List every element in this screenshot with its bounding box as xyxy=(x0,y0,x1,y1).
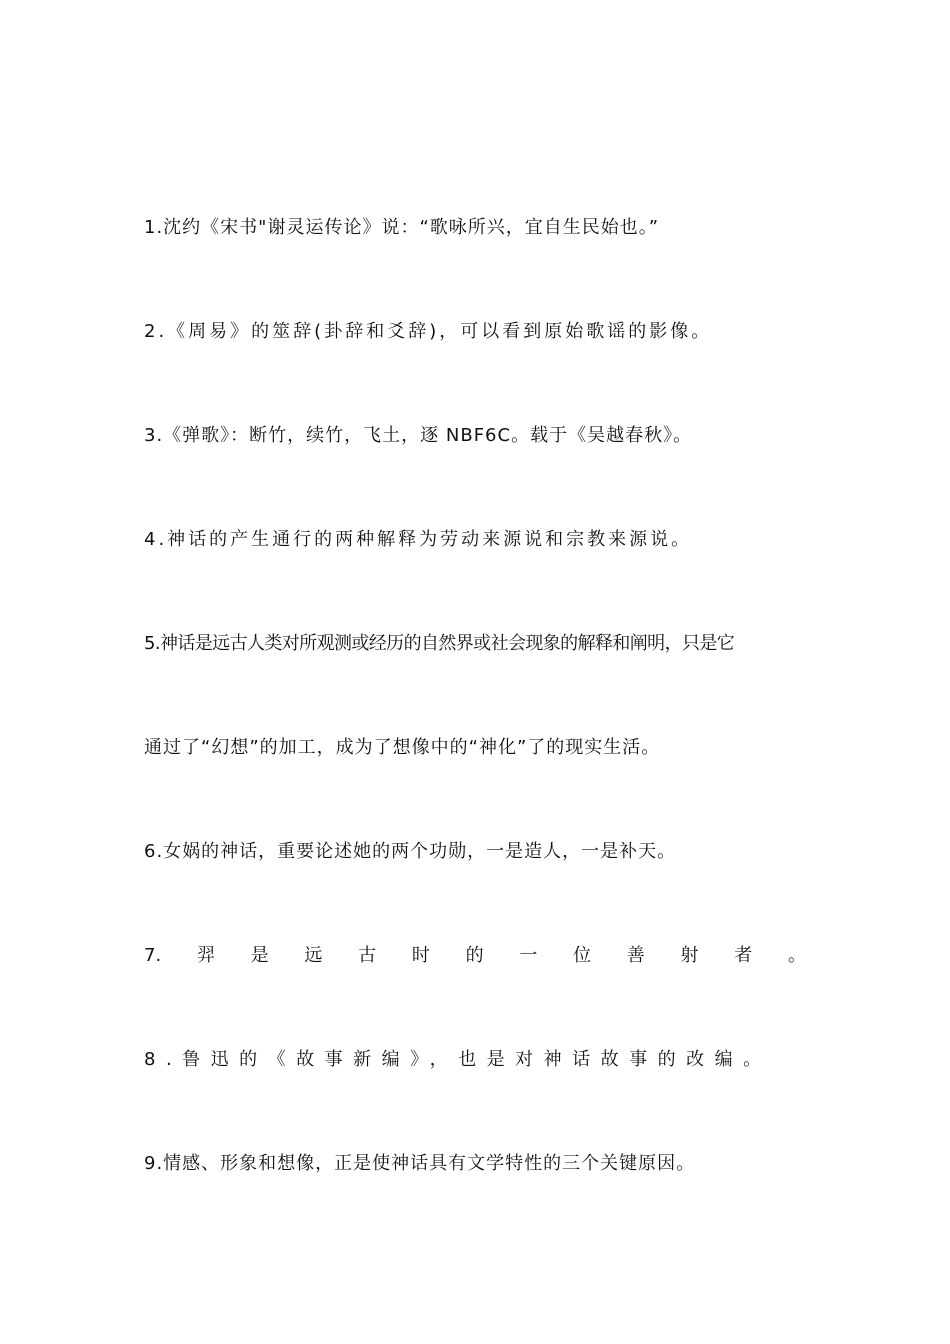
text-line-4: 4.神话的产生通行的两种解释为劳动来源说和宗教来源说。 xyxy=(144,529,693,550)
text-line-1: 1.沈约《宋书"谢灵运传论》说：“歌咏所兴，宜自生民始也。” xyxy=(144,217,660,238)
text-line-7 xyxy=(144,939,806,973)
text-line-8: 8.鲁迅的《故事新编》，也是对神话故事的改编。 xyxy=(144,1049,772,1070)
text-line-5-continued: 通过了“幻想”的加工，成为了想像中的“神化”了的现实生活。 xyxy=(144,737,661,758)
line-7-token: 。 xyxy=(788,945,806,966)
line-7-token: 7. xyxy=(144,945,162,966)
text-line-6: 6.女娲的神话，重要论述她的两个功勋，一是造人，一是补天。 xyxy=(144,841,677,862)
line-7-token: 射 xyxy=(680,945,699,966)
line-7-token: 羿 xyxy=(196,945,215,966)
line-7-token: 远 xyxy=(304,945,323,966)
line-7-token: 者 xyxy=(734,945,753,966)
line-7-token: 的 xyxy=(465,945,484,966)
line-7-token: 时 xyxy=(411,945,430,966)
line-7-token: 古 xyxy=(358,945,377,966)
text-line-9: 9.情感、形象和想像，正是使神话具有文学特性的三个关键原因。 xyxy=(144,1153,696,1174)
text-line-2: 2.《周易》的筮辞(卦辞和爻辞)，可以看到原始歌谣的影像。 xyxy=(144,321,713,342)
text-line-5: 5.神话是远古人类对所观测或经历的自然界或社会现象的解释和阐明，只是它 xyxy=(144,633,735,654)
line-7-token: 一 xyxy=(519,945,538,966)
line-7-token: 是 xyxy=(250,945,269,966)
text-line-3: 3.《弹歌》：断竹，续竹，飞土，逐 NBF6C。载于《吴越春秋》。 xyxy=(144,425,693,446)
line-7-token: 位 xyxy=(573,945,592,966)
line-7-token: 善 xyxy=(626,945,645,966)
